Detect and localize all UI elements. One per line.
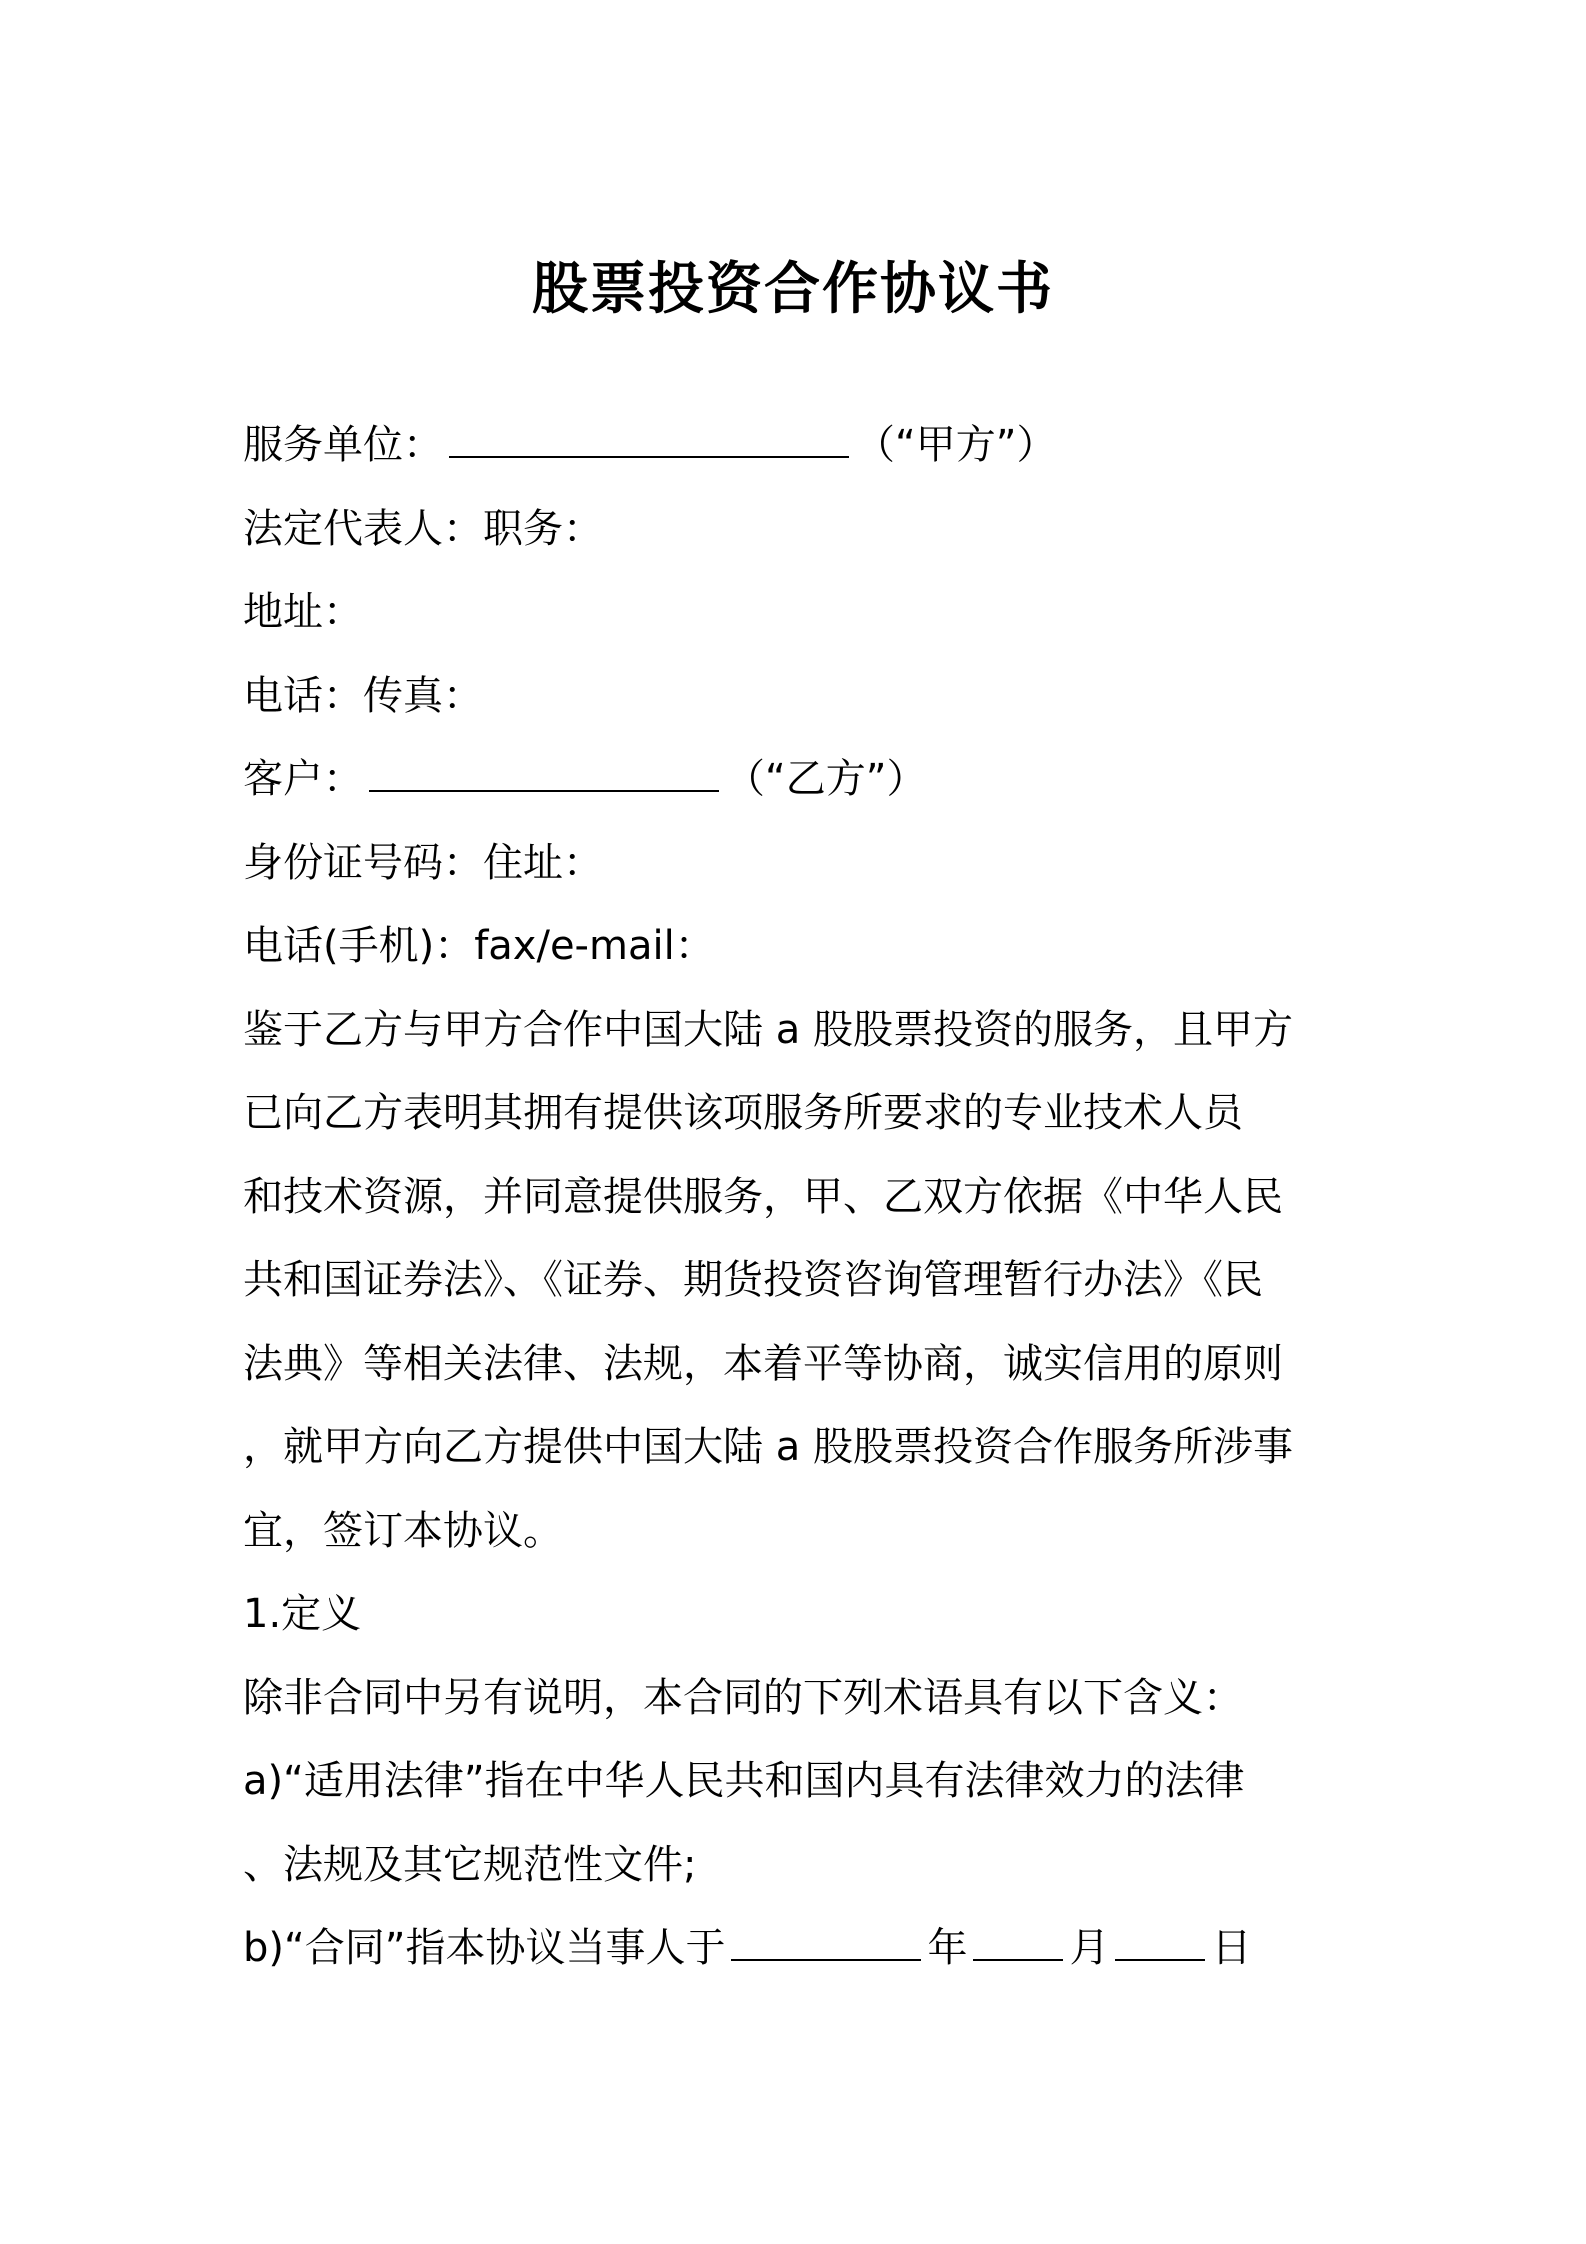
- contact-line: 电话(手机)：fax/e-mail：: [243, 923, 715, 969]
- party-a-label: 服务单位：: [243, 422, 443, 468]
- party-a-blank: [449, 422, 849, 458]
- year-label: 年: [927, 1925, 968, 1971]
- definition-item-b: [243, 1907, 1353, 1991]
- item-b-prefix: b)“合同”指本协议当事人于: [243, 1925, 726, 1971]
- section-heading: 1.定义: [243, 1591, 362, 1637]
- party-a-line: [243, 404, 1353, 488]
- day-label: 日: [1211, 1925, 1252, 1971]
- preamble-line: ，就甲方向乙方提供中国大陆 a 股股票投资合作服务所涉事: [243, 1424, 1293, 1470]
- party-b-blank: [369, 756, 719, 792]
- phone-fax-line: 电话：传真：: [243, 672, 483, 719]
- year-blank: [731, 1925, 921, 1961]
- document-title: 股票投资合作协议书: [532, 257, 1054, 322]
- definition-item-a-continued: 、法规及其它规范性文件;: [243, 1841, 697, 1888]
- preamble-line: 已向乙方表明其拥有提供该项服务所要求的专业技术人员: [243, 1090, 1243, 1136]
- month-label: 月: [1069, 1925, 1110, 1971]
- party-b-suffix: （“乙方”）: [725, 756, 927, 802]
- document-body: [243, 404, 1353, 1991]
- day-blank: [1115, 1925, 1205, 1961]
- legal-representative-line: 法定代表人：职务：: [243, 505, 603, 552]
- preamble-line: 宜，签订本协议。: [243, 1507, 563, 1554]
- month-blank: [973, 1925, 1063, 1961]
- id-address-line: 身份证号码：住址：: [243, 839, 603, 886]
- preamble-line: 共和国证券法》、《证券、期货投资咨询管理暂行办法》《民: [243, 1257, 1263, 1303]
- definitions-intro: 除非合同中另有说明，本合同的下列术语具有以下含义：: [243, 1674, 1243, 1721]
- party-b-line: [243, 738, 1353, 822]
- preamble-line: 鉴于乙方与甲方合作中国大陆 a 股股票投资的服务，且甲方: [243, 1006, 1293, 1053]
- definition-item-a: a)“适用法律”指在中华人民共和国内具有法律效力的法律: [243, 1758, 1245, 1804]
- preamble-line: 和技术资源，并同意提供服务，甲、乙双方依据《中华人民: [243, 1173, 1283, 1220]
- preamble-line: 法典》等相关法律、法规，本着平等协商，诚实信用的原则: [243, 1340, 1283, 1387]
- party-a-suffix: （“甲方”）: [855, 422, 1057, 468]
- party-b-label: 客户：: [243, 756, 363, 802]
- address-line: 地址：: [243, 589, 363, 635]
